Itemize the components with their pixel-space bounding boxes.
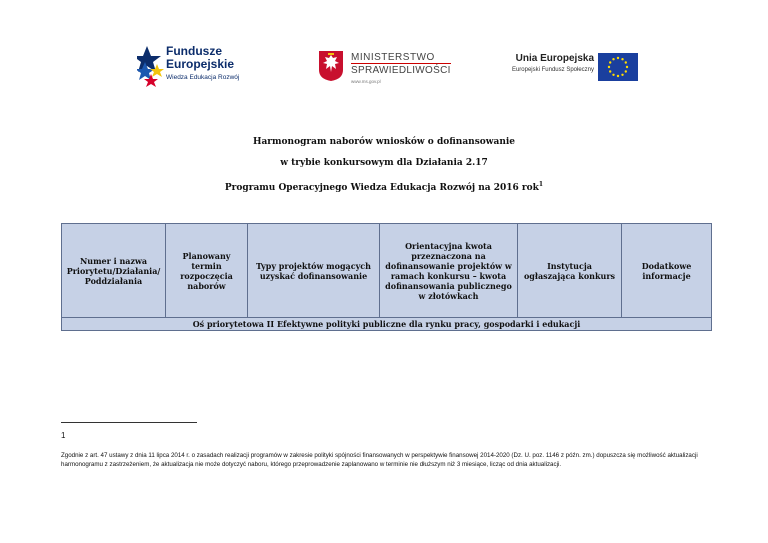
- title-line-1: Harmonogram naborów wniosków o dofinansowanie: [252, 137, 516, 147]
- table-header-row: [62, 224, 712, 318]
- header-institution: Instytucja ogłaszająca konkurs: [518, 224, 622, 318]
- unia-line2: Europejski Fundusz Społeczny: [511, 67, 594, 73]
- fundusze-line1: Fundusze: [166, 44, 222, 58]
- unia-line1: Unia Europejska: [515, 53, 594, 64]
- unia-europejska-logo: [499, 53, 641, 83]
- footnote-ref: 1: [538, 181, 544, 188]
- header-additional-info: Dodatkowe informacje: [622, 224, 712, 318]
- fundusze-europejskie-logo: [137, 44, 267, 90]
- table-row: [62, 318, 712, 331]
- header-start-date: Planowany termin rozpoczęcia naborów: [166, 224, 248, 318]
- header-project-types: Typy projektów mogących uzyskać dofinansowanie: [248, 224, 380, 318]
- fundusze-stars-icon: [137, 44, 165, 88]
- ministerstwo-line3: www.ms.gov.pl: [351, 79, 381, 84]
- footnote-text: Zgodnie z art. 47 ustawy z dnia 11 lipca 2014 r. o zasadach realizacji programów w zakresie polityki spójności finansowanych w perspektywie finansowej 2014-2020 (Dz. U. poz. 1146 z późn. zm.) dopuszcza się możliwość aktualizacji harmonogramu z zastrzeżeniem, że aktualizacja nie może dotyczyć naboru, którego przeprowadzenie zaplanowano w terminie nie dłuższym niż 3 miesiące, licząc od dnia aktualizacji.: [61, 452, 698, 468]
- ministerstwo-logo: [318, 50, 453, 95]
- header-priority: Numer i nazwa Priorytetu/Działania/ Poddziałania: [62, 224, 166, 318]
- header-amount: Orientacyjna kwota przeznaczona na dofinansowanie projektów w ramach konkursu – kwota dofinansowania publicznego w złotówkach: [380, 224, 518, 318]
- logo-bar: [0, 0, 768, 110]
- priority-axis-row: Oś priorytetowa II Efektywne polityki publiczne dla rynku pracy, gospodarki i edukacji: [62, 318, 712, 331]
- footnote-number: 1: [61, 431, 66, 440]
- footnote-divider: [61, 422, 197, 423]
- title-line-3: [0, 181, 768, 193]
- ministerstwo-line2: SPRAWIEDLIWOŚCI: [351, 65, 451, 76]
- title-line-2: w trybie konkursowym dla Działania 2.17: [280, 158, 488, 168]
- eu-flag-icon: [598, 53, 638, 81]
- polish-eagle-icon: [318, 50, 344, 82]
- title-line-3-text: Programu Operacyjnego Wiedza Edukacja Rozwój na 2016 rok: [224, 183, 539, 193]
- fundusze-line2: Europejskie: [166, 57, 235, 71]
- ministerstwo-line1: MINISTERSTWO: [351, 52, 435, 63]
- fundusze-line3: Wiedza Edukacja Rozwój: [166, 74, 240, 81]
- schedule-table: [61, 223, 712, 331]
